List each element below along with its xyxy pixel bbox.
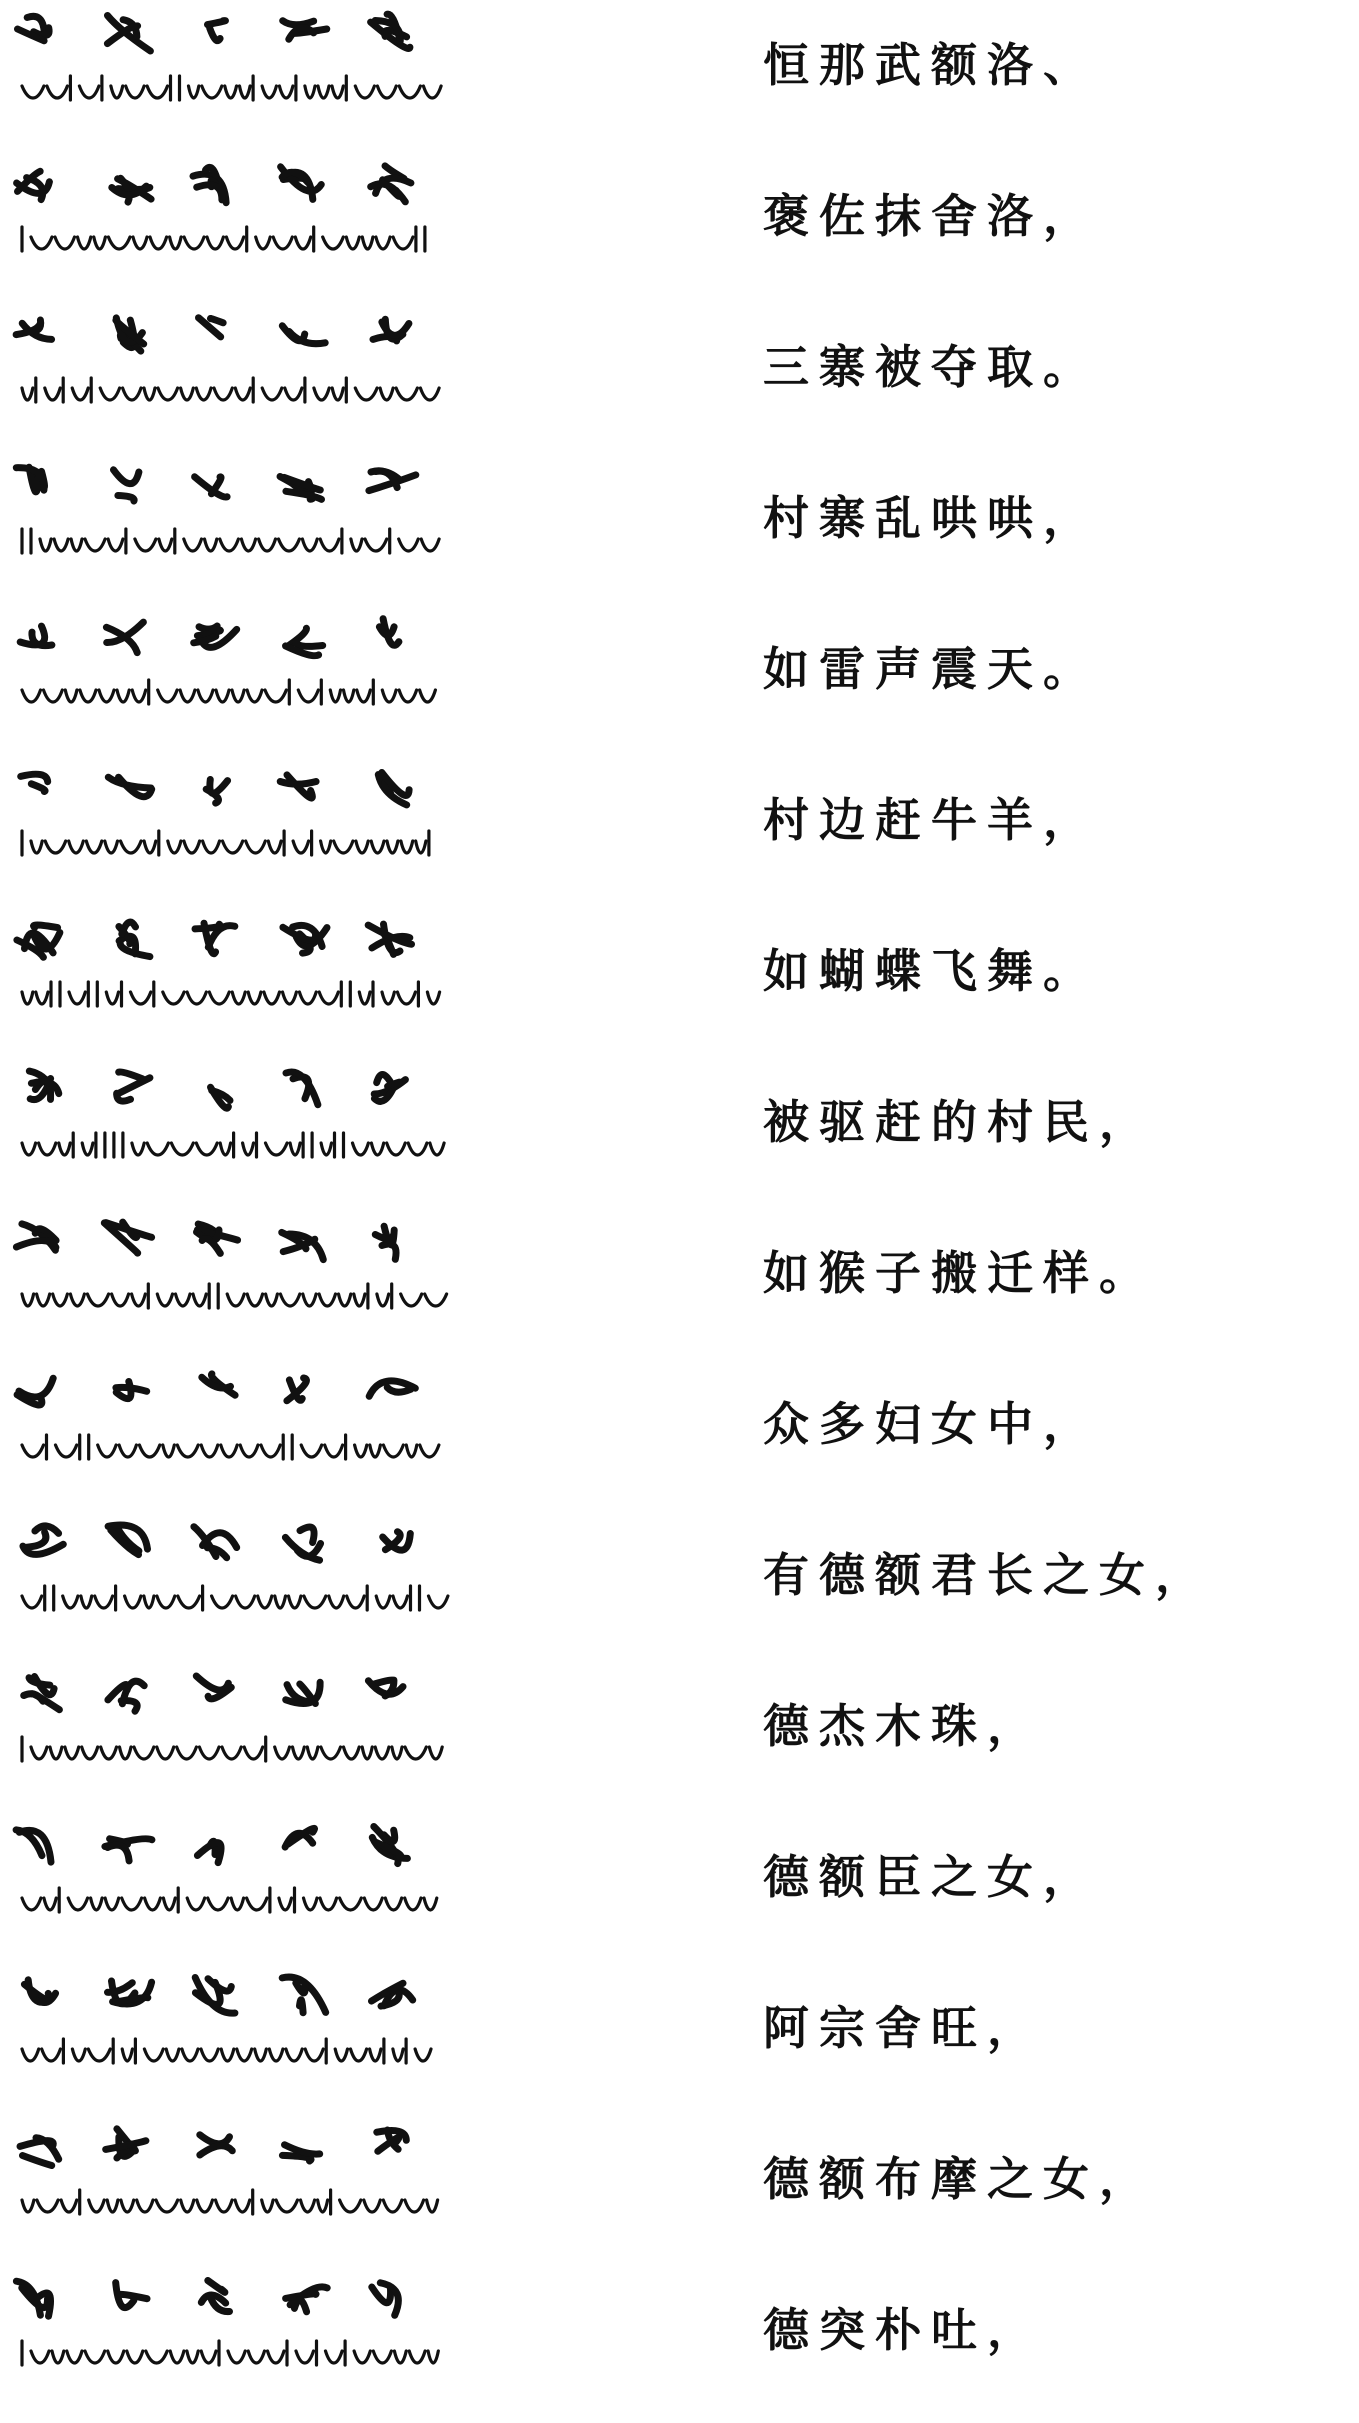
script-character — [372, 2283, 399, 2316]
phonetic-transcription-strokes — [22, 529, 439, 553]
phonetic-transcription-strokes — [22, 378, 439, 402]
verse-row — [0, 755, 1359, 906]
script-character — [285, 1527, 320, 1560]
script-character — [193, 167, 226, 202]
handwritten-script-image — [10, 1359, 450, 1510]
verse-row — [0, 2265, 1359, 2416]
script-character — [283, 925, 327, 953]
phonetic-transcription-strokes — [22, 76, 441, 100]
chinese-translation: 恒那武额洛、 — [763, 38, 1099, 92]
script-character — [17, 925, 60, 957]
script-character — [208, 21, 226, 41]
script-character — [280, 775, 316, 798]
script-character — [378, 773, 409, 805]
verse-row — [0, 1057, 1359, 1208]
chinese-translation: 如蝴蝶飞舞。 — [763, 944, 1099, 998]
script-character — [114, 470, 139, 501]
script-character — [202, 1374, 235, 1395]
script-character — [116, 1382, 147, 1399]
handwritten-script-image — [10, 151, 450, 302]
chinese-translation: 如雷声震天。 — [763, 642, 1099, 696]
script-character — [200, 2135, 233, 2155]
script-character — [18, 16, 50, 40]
verse-row — [0, 1510, 1359, 1661]
handwritten-script-svg — [10, 906, 450, 1057]
script-character — [287, 1378, 307, 1401]
handwritten-script-svg — [10, 755, 450, 906]
handwritten-script-svg — [10, 1057, 450, 1208]
script-character — [369, 471, 416, 491]
script-character — [105, 1839, 152, 1861]
script-character — [282, 1977, 326, 2013]
script-character — [280, 477, 322, 500]
script-character — [104, 1222, 151, 1253]
chinese-translation: 德额布摩之女， — [763, 2152, 1155, 2206]
handwritten-script-svg — [10, 1208, 450, 1359]
phonetic-transcription-strokes — [22, 2039, 431, 2063]
script-character — [17, 1378, 53, 1405]
script-character — [106, 622, 143, 653]
handwritten-script-svg — [10, 453, 450, 604]
script-character — [286, 2287, 328, 2312]
script-character — [281, 167, 322, 200]
script-character — [373, 319, 409, 341]
script-character — [282, 1232, 324, 1259]
chinese-translation: 三寨被夺取。 — [763, 340, 1099, 394]
verse-row — [0, 0, 1359, 151]
script-character — [23, 1526, 63, 1555]
script-character — [106, 2129, 146, 2158]
handwritten-script-svg — [10, 1510, 450, 1661]
script-character — [375, 1226, 396, 1259]
script-character — [24, 1980, 55, 2003]
script-character — [371, 14, 410, 48]
script-character — [372, 1983, 413, 2006]
script-character — [194, 1527, 237, 1558]
verse-row — [0, 453, 1359, 604]
script-character — [199, 318, 224, 337]
phonetic-transcription-strokes — [22, 2341, 438, 2365]
script-character — [374, 1074, 405, 1101]
script-character — [116, 2283, 147, 2308]
phonetic-transcription-strokes — [22, 227, 425, 251]
script-character — [119, 922, 150, 956]
script-character — [377, 2130, 407, 2151]
script-character — [196, 1676, 231, 1699]
script-character — [286, 1682, 320, 1703]
chinese-translation: 众多妇女中， — [763, 1397, 1099, 1451]
script-character — [16, 320, 52, 339]
script-character — [197, 1841, 221, 1862]
chinese-translation: 阿宗舍旺， — [763, 2001, 1043, 2055]
handwritten-script-svg — [10, 2265, 450, 2416]
verse-row — [0, 1661, 1359, 1812]
phonetic-transcription-strokes — [22, 680, 435, 704]
phonetic-transcription-strokes — [22, 1888, 437, 1912]
script-character — [112, 178, 151, 202]
script-character — [16, 1830, 51, 1862]
verse-row — [0, 604, 1359, 755]
script-character — [282, 326, 325, 344]
script-character — [24, 1677, 60, 1710]
handwritten-script-image — [10, 2265, 450, 2416]
script-character — [108, 1525, 147, 1555]
script-character — [16, 1224, 56, 1250]
handwritten-script-image — [10, 1963, 450, 2114]
chinese-translation: 如猴子搬迁样。 — [763, 1246, 1155, 1300]
script-character — [16, 467, 44, 492]
chinese-translation: 被驱赶的村民， — [763, 1095, 1155, 1149]
script-character — [372, 1827, 407, 1864]
script-character — [286, 1072, 318, 1105]
phonetic-transcription-strokes — [22, 1133, 444, 1157]
script-character — [195, 477, 228, 497]
script-character — [379, 619, 399, 646]
phonetic-transcription-strokes — [22, 831, 429, 855]
handwritten-script-image — [10, 755, 450, 906]
verse-row — [0, 1963, 1359, 2114]
handwritten-script-svg — [10, 1963, 450, 2114]
handwritten-script-image — [10, 1510, 450, 1661]
handwritten-script-image — [10, 906, 450, 1057]
handwritten-script-image — [10, 0, 450, 151]
handwritten-script-image — [10, 1208, 450, 1359]
phonetic-transcription-strokes — [22, 2190, 438, 2214]
phonetic-transcription-strokes — [22, 1737, 442, 1761]
chinese-translation: 褒佐抹舍洛， — [763, 189, 1099, 243]
script-character — [107, 16, 150, 52]
phonetic-transcription-strokes — [22, 1284, 447, 1308]
verse-row — [0, 1812, 1359, 1963]
verse-row — [0, 1208, 1359, 1359]
script-character — [368, 924, 411, 954]
verse-row — [0, 1359, 1359, 1510]
handwritten-script-image — [10, 604, 450, 755]
script-character — [16, 2281, 50, 2316]
script-character — [116, 318, 144, 351]
handwritten-script-svg — [10, 1359, 450, 1510]
script-character — [195, 923, 235, 953]
script-character — [194, 626, 237, 647]
script-character — [20, 2138, 59, 2166]
script-character — [369, 1381, 415, 1396]
script-character — [117, 1072, 150, 1101]
chinese-translation: 德杰木珠， — [763, 1699, 1043, 1753]
handwritten-script-svg — [10, 302, 450, 453]
verse-row — [0, 302, 1359, 453]
script-character — [286, 628, 323, 655]
handwritten-script-image — [10, 453, 450, 604]
script-character — [368, 1680, 403, 1696]
script-character — [285, 1828, 314, 1847]
script-character — [283, 21, 327, 40]
script-character — [206, 780, 227, 804]
chinese-translation: 村寨乱哄哄， — [763, 491, 1099, 545]
handwritten-script-svg — [10, 1812, 450, 1963]
handwritten-script-svg — [10, 604, 450, 755]
handwritten-script-image — [10, 302, 450, 453]
script-character — [108, 777, 151, 797]
verse-row — [0, 906, 1359, 1057]
handwritten-script-image — [10, 1812, 450, 1963]
script-character — [20, 626, 52, 646]
script-character — [197, 1224, 238, 1253]
script-character — [21, 774, 48, 791]
verse-row — [0, 151, 1359, 302]
script-character — [29, 1071, 59, 1099]
chinese-translation: 有德额君长之女， — [763, 1548, 1211, 1602]
script-character — [17, 171, 50, 199]
script-character — [201, 2281, 229, 2312]
script-character — [195, 1978, 235, 2014]
script-character — [383, 1532, 411, 1550]
script-character — [371, 166, 411, 202]
script-character — [211, 1087, 231, 1108]
chinese-translation: 德额臣之女， — [763, 1850, 1099, 1904]
verse-row — [0, 2114, 1359, 2265]
chinese-translation: 德突朴吐， — [763, 2303, 1043, 2357]
handwritten-script-svg — [10, 1661, 450, 1812]
phonetic-transcription-strokes — [22, 1586, 448, 1610]
handwritten-script-image — [10, 1057, 450, 1208]
script-character — [282, 2145, 319, 2161]
chinese-translation: 村边赶牛羊， — [763, 793, 1099, 847]
phonetic-transcription-strokes — [22, 1435, 439, 1459]
handwritten-script-image — [10, 1661, 450, 1812]
handwritten-script-svg — [10, 0, 450, 151]
phonetic-transcription-strokes — [22, 982, 440, 1006]
script-character — [108, 1981, 152, 2004]
handwritten-script-svg — [10, 2114, 450, 2265]
handwritten-script-image — [10, 2114, 450, 2265]
script-character — [108, 1681, 144, 1711]
handwritten-script-svg — [10, 151, 450, 302]
